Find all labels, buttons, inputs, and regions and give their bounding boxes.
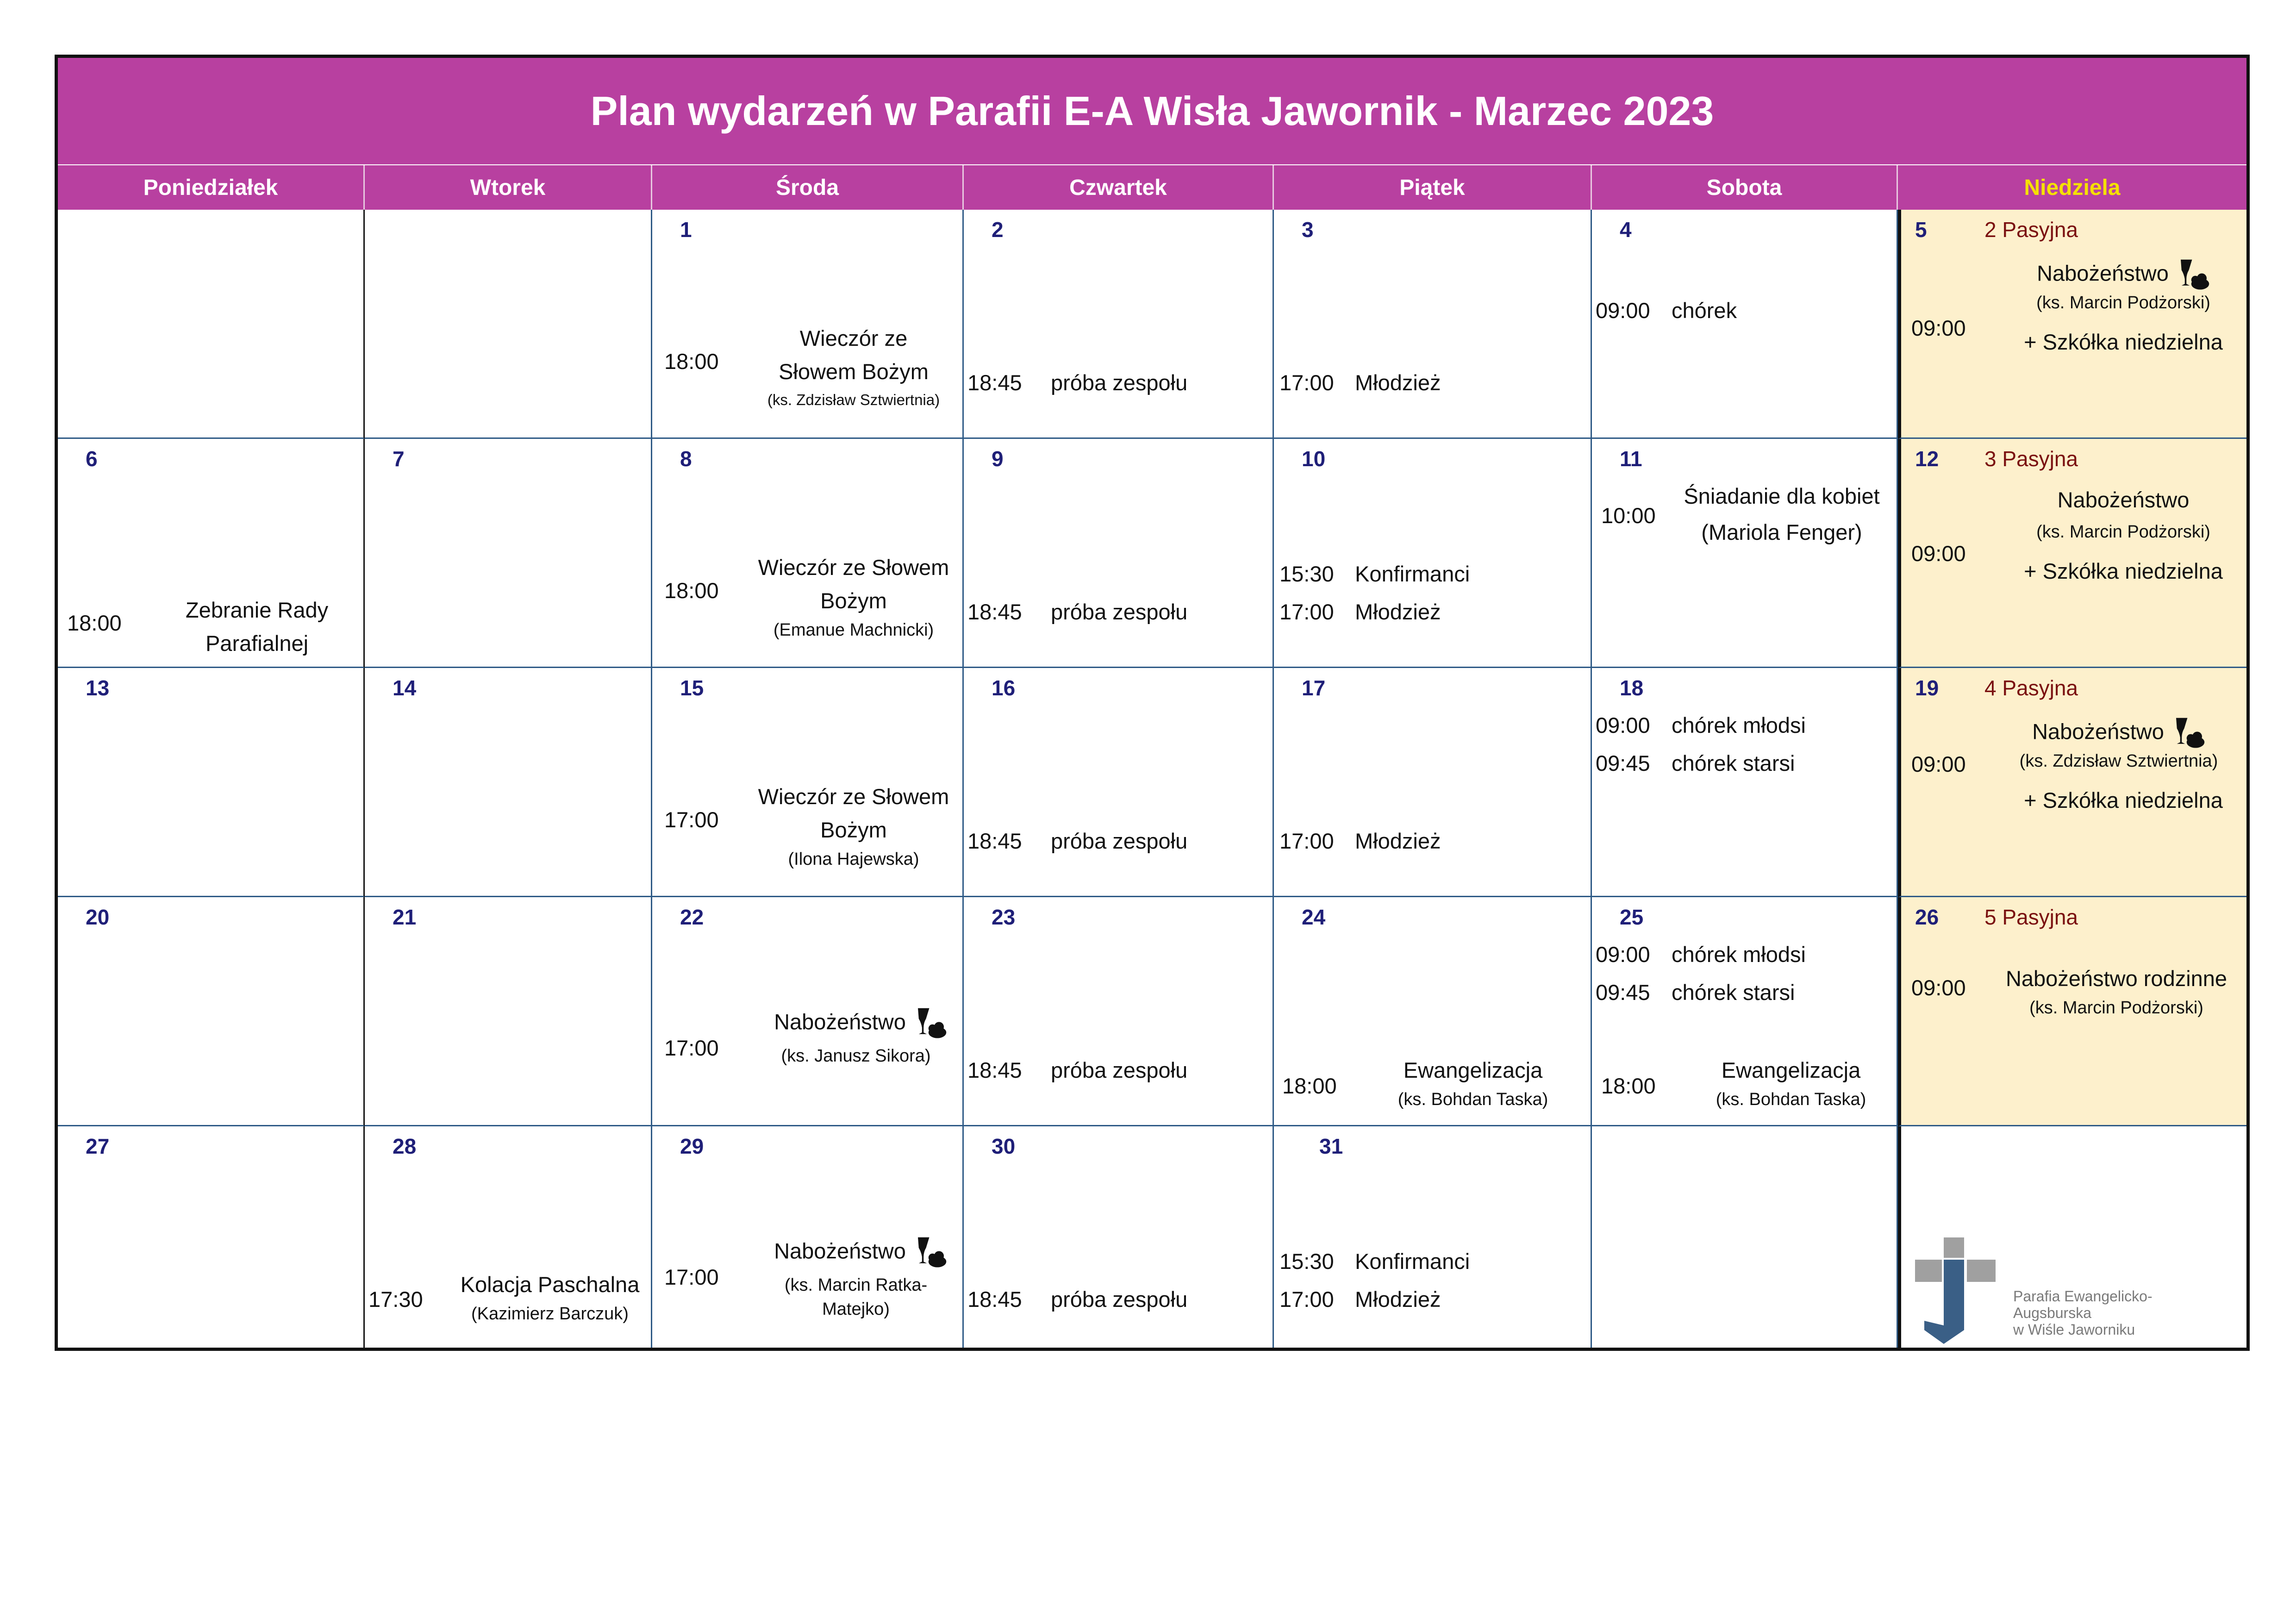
event-title-line2: Słowem Bożym [779,359,929,384]
event-time: 17:30 [368,1287,423,1312]
event-leader: (Mariola Fenger) [1701,520,1862,544]
day-cell-15 [652,668,964,897]
weekday-friday: Piątek [1274,165,1592,210]
event-title [2003,716,2234,750]
event-leader: (ks. Marcin Ratka- [784,1275,928,1295]
event-time: 09:00 [1911,541,1966,566]
day-number: 21 [393,905,417,929]
day-cell-5 [1898,210,2246,439]
day-number: 29 [680,1134,704,1158]
day-number: 30 [992,1134,1016,1158]
event-leader: (Kazimierz Barczuk) [471,1304,629,1324]
day-cell-9 [964,439,1274,668]
day-cell-4 [1592,210,1898,439]
event-time: 18:45 [967,600,1022,624]
event-time: 18:00 [664,578,719,603]
chalice-bread-icon [2177,258,2210,292]
weekday-thursday: Czwartek [964,165,1274,210]
chalice-bread-icon [915,1236,947,1270]
day-cell-25 [1592,897,1898,1126]
day-number: 28 [393,1134,417,1158]
weekday-header-row [58,165,2246,210]
event-title: Wieczór ze Słowem [758,784,949,809]
event-time: 09:00 [1911,975,1966,1000]
event-label: Młodzież [1355,1287,1441,1312]
day-number: 5 [1915,218,1927,242]
day-number: 1 [680,218,692,242]
event-label: próba zespołu [1051,1287,1188,1312]
event-leader-line2: Matejko) [822,1299,890,1319]
event-time: 18:45 [967,1287,1022,1312]
event-time: 09:00 [1596,298,1650,323]
day-cell-14 [365,668,652,897]
day-cell-30 [964,1126,1274,1348]
day-cell-13 [58,668,365,897]
day-cell-18 [1592,668,1898,897]
event-time: 09:45 [1596,980,1650,1005]
event-time: 15:30 [1279,562,1334,586]
event-time: 17:00 [1279,370,1334,395]
event-title: Kolacja Paschalna [460,1272,640,1297]
event-title: Ewangelizacja [1403,1058,1543,1082]
day-cell-17 [1274,668,1592,897]
logo-line1: Parafia Ewangelicko-Augsburska [2013,1288,2152,1321]
event-time: 17:00 [664,1036,719,1060]
day-cell-29 [652,1126,964,1348]
day-number: 7 [393,447,405,471]
calendar [55,55,2250,1351]
sunday-name: 5 Pasyjna [1984,905,2078,929]
event-time: 17:00 [1279,600,1334,624]
event-title-text: Nabożeństwo [2037,261,2169,286]
event-leader: (ks. Marcin Podżorski) [2036,293,2210,312]
day-number: 15 [680,676,704,700]
event-label: Konfirmanci [1355,1249,1470,1274]
event-time: 09:00 [1596,713,1650,737]
day-number: 4 [1620,218,1632,242]
sunday-name: 3 Pasyjna [1984,447,2078,471]
day-cell-12 [1898,439,2246,668]
logo-cell [1898,1126,2246,1348]
event-time: 09:00 [1911,752,1966,776]
event-title: Nabożeństwo rodzinne [2005,966,2227,991]
event-title: Wieczór ze Słowem [758,555,949,580]
day-cell-3 [1274,210,1592,439]
event-time: 18:00 [664,349,719,374]
event-title: Śniadanie dla kobiet [1684,484,1880,508]
event-leader: (ks. Zdzisław Sztwiertnia) [767,391,940,408]
day-number: 19 [1915,676,1939,700]
event-label: próba zespołu [1051,1058,1188,1082]
day-number: 9 [992,447,1004,471]
day-cell-1 [652,210,964,439]
event-label: chórek starsi [1672,751,1795,775]
day-cell-28 [365,1126,652,1348]
event-time: 18:00 [1282,1074,1337,1098]
day-cell-24 [1274,897,1592,1126]
event-time: 09:45 [1596,751,1650,775]
event-leader: (ks. Zdzisław Sztwiertnia) [2019,751,2218,771]
day-number: 8 [680,447,692,471]
day-number: 24 [1302,905,1326,929]
event-leader: (ks. Marcin Podżorski) [2036,522,2210,542]
day-cell-19 [1898,668,2246,897]
event-label: Konfirmanci [1355,562,1470,586]
event-time: 17:00 [664,1265,719,1289]
day-cell-11 [1592,439,1898,668]
event-leader: (ks. Bohdan Taska) [1716,1090,1866,1109]
day-cell-16 [964,668,1274,897]
weekday-wednesday: Środa [652,165,964,210]
day-number: 17 [1302,676,1326,700]
event-extra: + Szkółka niedzielna [2024,330,2223,354]
chalice-bread-icon [2173,716,2205,750]
event-extra: + Szkółka niedzielna [2024,788,2223,812]
event-time: 18:45 [967,1058,1022,1082]
day-number: 13 [86,676,110,700]
event-title-line2: Bożym [820,588,887,613]
event-title [763,1006,958,1041]
event-leader: (ks. Janusz Sikora) [781,1046,931,1066]
event-title-text: Nabożeństwo [774,1009,906,1034]
day-number: 3 [1302,218,1314,242]
event-title-line2: Bożym [820,818,887,842]
event-time: 18:45 [967,370,1022,395]
day-cell-31 [1274,1126,1592,1348]
day-number: 11 [1620,447,1642,471]
event-leader: (ks. Bohdan Taska) [1398,1090,1548,1109]
weekday-saturday: Sobota [1592,165,1898,210]
event-title-line2: Parafialnej [205,631,309,656]
event-label: Młodzież [1355,829,1441,853]
event-time: 15:30 [1279,1249,1334,1274]
day-cell-10 [1274,439,1592,668]
event-label: Młodzież [1355,600,1441,624]
event-leader: (Emanue Machnicki) [773,620,934,640]
parish-logo [1915,1237,2202,1344]
event-label: Młodzież [1355,370,1441,395]
day-cell-21 [365,897,652,1126]
day-cell-23 [964,897,1274,1126]
day-number: 10 [1302,447,1326,471]
event-label: próba zespołu [1051,370,1188,395]
day-number: 31 [1319,1134,1343,1158]
day-cell-7 [365,439,652,668]
sunday-name: 2 Pasyjna [1984,218,2078,242]
event-time: 17:00 [1279,1287,1334,1312]
event-label: próba zespołu [1051,829,1188,853]
day-cell-27 [58,1126,365,1348]
weekday-monday: Poniedziałek [58,165,365,210]
day-cell-2 [964,210,1274,439]
event-label: chórek młodsi [1672,713,1806,737]
parish-logo-text [2013,1288,2202,1338]
weekday-tuesday: Wtorek [365,165,652,210]
event-time: 17:00 [664,807,719,832]
day-cell-6 [58,439,365,668]
event-title-text: Nabożeństwo [774,1238,906,1263]
event-title: Wieczór ze [799,326,908,350]
sunday-name: 4 Pasyjna [1984,676,2078,700]
day-number: 12 [1915,447,1939,471]
parish-cross-logo [1915,1237,2008,1344]
event-label: próba zespołu [1051,600,1188,624]
calendar-title: Plan wydarzeń w Parafii E-A Wisła Jawornik - Marzec 2023 [58,58,2246,164]
day-cell-26 [1898,897,2246,1126]
event-time: 17:00 [1279,829,1334,853]
weekday-sunday: Niedziela [2024,175,2121,200]
event-time: 18:45 [967,829,1022,853]
day-number: 2 [992,218,1004,242]
day-cell-20 [58,897,365,1126]
day-number: 26 [1915,905,1939,929]
event-title-text: Nabożeństwo [2032,719,2164,744]
event-leader: (Ilona Hajewska) [788,849,919,869]
event-time: 18:00 [67,611,122,635]
event-time: 10:00 [1601,503,1656,528]
event-title: Ewangelizacja [1721,1058,1861,1082]
day-number: 6 [86,447,98,471]
event-label: chórek młodsi [1672,942,1806,967]
day-number: 23 [992,905,1016,929]
day-cell-empty [365,210,652,439]
day-number: 27 [86,1134,110,1158]
event-leader: (ks. Marcin Podżorski) [2029,998,2203,1018]
event-title: Nabożeństwo [2057,487,2190,512]
day-cell-8 [652,439,964,668]
day-cell-22 [652,897,964,1126]
day-cell-empty [1592,1126,1898,1348]
event-title [763,1236,958,1270]
day-number: 18 [1620,676,1644,700]
day-number: 22 [680,905,704,929]
day-number: 16 [992,676,1016,700]
day-number: 14 [393,676,417,700]
logo-line2: w Wiśle Jaworniku [2013,1321,2135,1338]
day-cell-empty [58,210,365,439]
event-time: 18:00 [1601,1074,1656,1098]
chalice-bread-icon [915,1006,947,1041]
event-time: 09:00 [1911,316,1966,340]
day-number: 25 [1620,905,1644,929]
event-time: 09:00 [1596,942,1650,967]
event-title: Zebranie Rady [185,598,329,622]
event-label: chórek starsi [1672,980,1795,1005]
event-label: chórek [1672,298,1737,323]
event-title [2017,258,2230,292]
day-number: 20 [86,905,110,929]
event-extra: + Szkółka niedzielna [2024,559,2223,583]
